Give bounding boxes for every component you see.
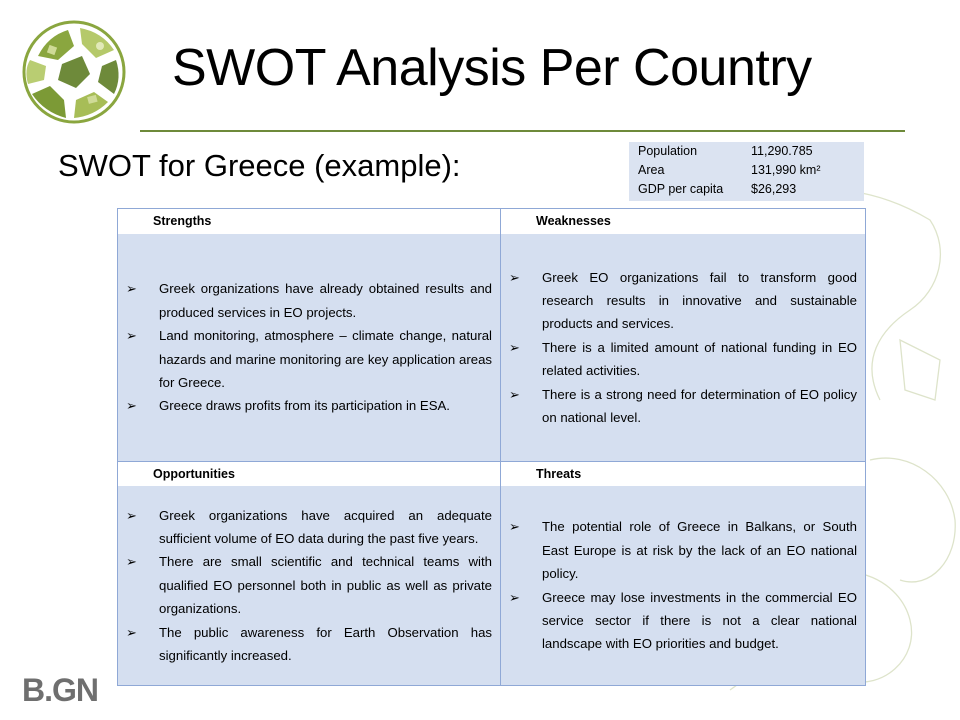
list-item [501,336,865,383]
arrow-bullet-icon: ➢ [126,554,137,570]
list-item-text: The public awareness for Earth Observation has significantly increased. [159,624,492,664]
list-item-text: There is a limited amount of national funding in EO related activities. [542,339,857,379]
title-divider [140,130,905,132]
opportunities-heading: Opportunities [153,467,235,481]
arrow-bullet-icon: ➢ [126,328,137,344]
threats-heading: Threats [536,467,582,481]
arrow-bullet-icon: ➢ [509,519,520,535]
list-item [501,266,865,336]
list-item [501,515,865,585]
page-title: SWOT Analysis Per Country [172,39,812,97]
opportunities-header [118,462,500,486]
list-item-text: There is a strong need for determination of EO policy on national level. [542,386,857,426]
stats-row-population [629,142,864,161]
stats-value: 11,290.785 [751,144,813,158]
arrow-bullet-icon: ➢ [126,281,137,297]
list-item-text: Land monitoring, atmosphere – climate change, natural hazards and marine monitoring are key application areas for Greece. [159,328,492,390]
list-item-text: Greek organizations have already obtained results and produced services in EO projects. [159,281,492,320]
stats-label: Population [638,144,698,158]
list-item-text: Greek organizations have acquired an adequate sufficient volume of EO data during the past five years. [159,507,492,546]
list-item-text: The potential role of Greece in Balkans, or South East Europe is at risk by the lack of an EO national policy. [542,519,857,582]
list-item-text: Greece draws profits from its participation in ESA. [159,398,450,414]
list-item [501,383,865,430]
opportunities-cell [118,486,500,685]
weaknesses-cell [501,234,865,461]
list-item [118,621,500,668]
list-item [118,277,500,324]
weaknesses-list [501,266,865,430]
list-item-text: Greece may lose investments in the commercial EO service sector if there is not a clear national landscape with EO priorities and budget. [542,589,857,652]
arrow-bullet-icon: ➢ [126,507,137,523]
stats-label: Area [638,163,665,177]
strengths-list [118,277,500,417]
list-item [118,550,500,620]
weaknesses-header [501,209,865,233]
stats-row-area [629,161,864,180]
country-stats-table [629,142,864,201]
stats-label: GDP per capita [638,182,724,196]
list-item-text: There are small scientific and technical teams with qualified EO personnel both in public as well as private organizations. [159,554,492,617]
arrow-bullet-icon: ➢ [126,624,137,640]
strengths-heading: Strengths [153,214,212,228]
list-item [118,324,500,394]
strengths-cell [118,234,500,461]
list-item [118,394,500,417]
stats-value: 131,990 km² [751,163,821,177]
arrow-bullet-icon: ➢ [509,339,520,355]
arrow-bullet-icon: ➢ [509,386,520,402]
weaknesses-heading: Weaknesses [536,214,611,228]
column-divider [500,209,501,685]
threats-header [501,462,865,486]
swot-table [117,208,866,686]
brand-logo-text: B.GN [22,672,98,708]
threats-list [501,515,865,655]
strengths-header [118,209,500,233]
arrow-bullet-icon: ➢ [509,269,520,285]
stats-row-gdp [629,180,864,199]
globe-logo-icon [18,16,130,128]
opportunities-list [118,504,500,668]
list-item-text: Greek EO organizations fail to transform good research results in innovative and sustainable products and services. [542,269,857,332]
arrow-bullet-icon: ➢ [509,589,520,605]
list-item [501,586,865,656]
arrow-bullet-icon: ➢ [126,398,137,414]
page-subtitle: SWOT for Greece (example): [58,148,461,183]
threats-cell [501,486,865,685]
list-item [118,504,500,551]
stats-value: $26,293 [751,182,797,196]
